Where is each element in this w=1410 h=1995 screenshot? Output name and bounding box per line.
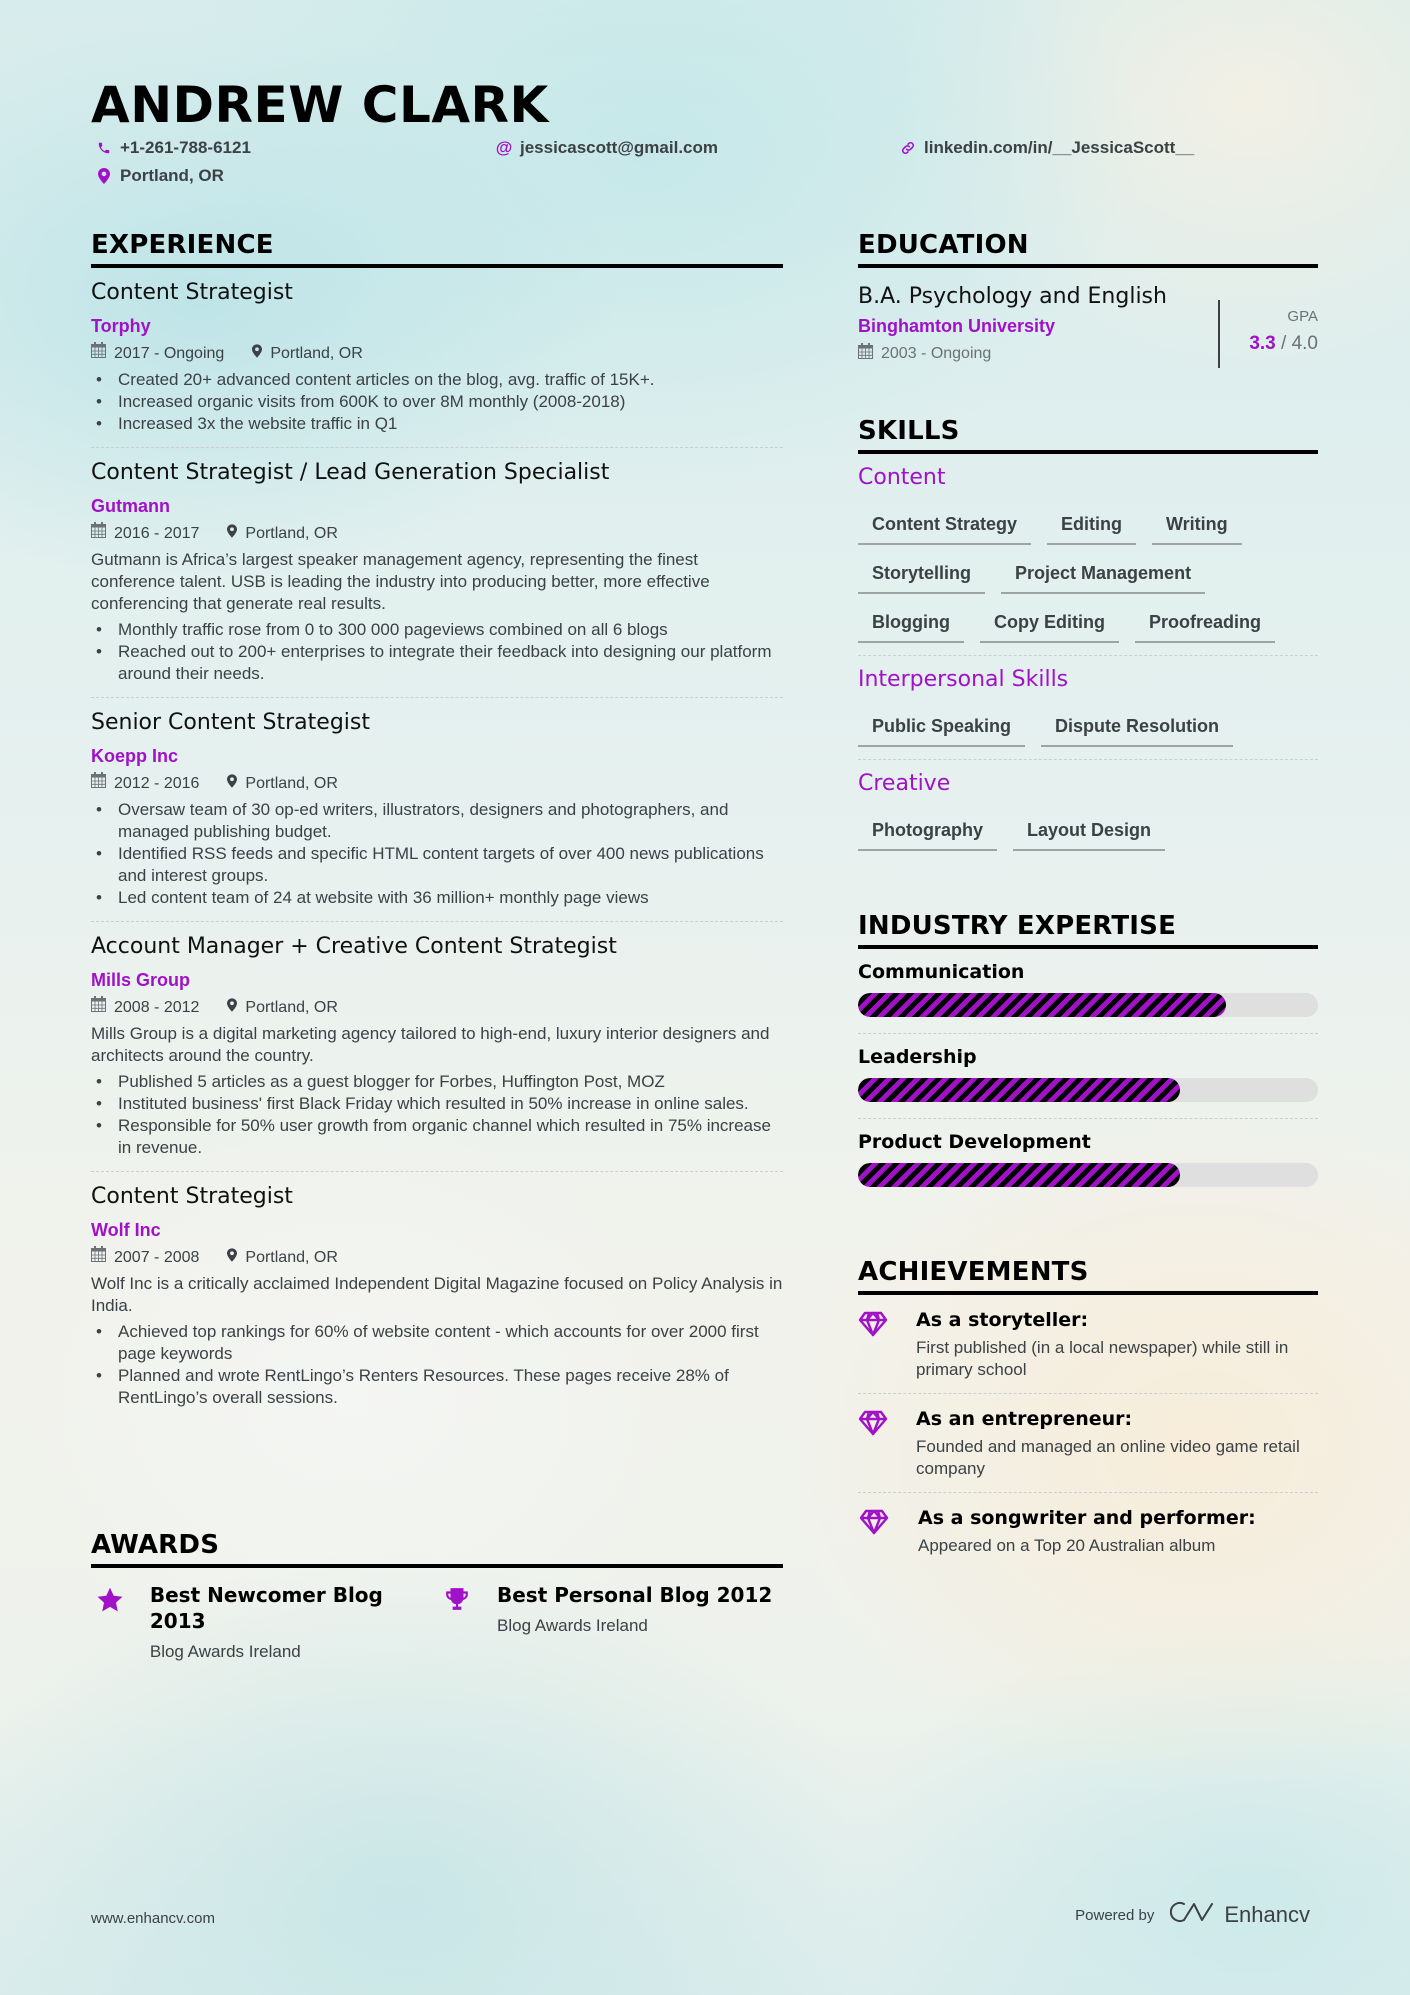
job-location: Portland, OR	[270, 344, 363, 362]
award-title: Best Personal Blog 2012	[497, 1583, 773, 1607]
calendar-icon	[858, 343, 873, 364]
section-title-awards: AWARDS	[91, 1530, 783, 1568]
skill-tag: Storytelling	[858, 559, 985, 594]
brand-name: Enhancv	[1224, 1902, 1310, 1927]
expertise-item	[858, 949, 1318, 1034]
skill-tag: Editing	[1047, 510, 1136, 545]
company-name: Mills Group	[91, 970, 190, 990]
skill-tag: Photography	[858, 816, 997, 851]
experience-entry	[91, 922, 783, 1172]
company-name: Gutmann	[91, 496, 170, 516]
bullet-item: • Oversaw team of 30 op-ed writers, illustrators, designers and photographers, and managed publishing budget.	[91, 799, 783, 843]
award-item	[91, 1582, 437, 1662]
job-meta	[91, 996, 783, 1019]
candidate-name: ANDREW CLARK	[91, 76, 549, 134]
job-title: Content Strategist / Lead Generation Specialist	[91, 460, 610, 485]
experience-entry	[91, 698, 783, 922]
achievement-item	[858, 1394, 1318, 1493]
job-location: Portland, OR	[245, 774, 338, 792]
linkedin-text: linkedin.com/in/__JessicaScott__	[924, 138, 1195, 157]
job-dates: 2012 - 2016	[114, 774, 200, 792]
job-meta	[91, 772, 783, 795]
section-title-achievements: ACHIEVEMENTS	[858, 1257, 1318, 1295]
skill-tag: Proofreading	[1135, 608, 1275, 643]
achievement-description: Founded and managed an online video game retail company	[916, 1437, 1300, 1478]
job-meta	[91, 342, 783, 365]
map-pin-icon	[227, 1247, 237, 1269]
job-title: Account Manager + Creative Content Strategist	[91, 934, 617, 959]
section-title-expertise: INDUSTRY EXPERTISE	[858, 911, 1318, 949]
skill-tag: Copy Editing	[980, 608, 1119, 643]
achievement-title: As a songwriter and performer:	[918, 1507, 1256, 1529]
job-location: Portland, OR	[245, 524, 338, 542]
award-item	[437, 1582, 783, 1662]
contact-phone[interactable]	[96, 138, 251, 158]
achievement-title: As an entrepreneur:	[916, 1408, 1133, 1430]
job-meta	[91, 522, 783, 545]
bullet-item: • Responsible for 50% user growth from organic channel which resulted in 75% increase in revenue.	[91, 1115, 783, 1159]
expertise-bar-track	[858, 1078, 1318, 1102]
diamond-icon	[858, 1507, 890, 1557]
job-location: Portland, OR	[245, 1248, 338, 1266]
award-subtitle: Blog Awards Ireland	[497, 1616, 648, 1635]
map-pin-icon	[252, 343, 262, 365]
skills-section	[858, 416, 1318, 863]
email-text: jessicascott@gmail.com	[520, 138, 718, 157]
map-pin-icon	[227, 523, 237, 545]
degree: B.A. Psychology and English	[858, 284, 1167, 309]
experience-entry	[91, 268, 783, 448]
enhancv-logo[interactable]	[1170, 1900, 1310, 1930]
expertise-bar-fill	[858, 1163, 1180, 1187]
job-bullets	[91, 1321, 783, 1409]
job-description: Wolf Inc is a critically acclaimed Independent Digital Magazine focused on Policy Analysis in India.	[91, 1274, 783, 1315]
bullet-item: • Planned and wrote RentLingo’s Renters Resources. These pages receive 28% of RentLingo’s overall sessions.	[91, 1365, 783, 1409]
achievement-description: Appeared on a Top 20 Australian album	[918, 1536, 1216, 1555]
expertise-bar-track	[858, 1163, 1318, 1187]
skill-tag: Layout Design	[1013, 816, 1165, 851]
bullet-item: • Created 20+ advanced content articles on the blog, avg. traffic of 15K+.	[91, 369, 783, 391]
map-pin-icon	[227, 997, 237, 1019]
job-title: Content Strategist	[91, 280, 293, 305]
education-dates	[858, 343, 1218, 364]
job-meta	[91, 1246, 783, 1269]
skill-category: Creative	[858, 771, 951, 796]
at-sign-icon: @	[495, 138, 513, 157]
award-subtitle: Blog Awards Ireland	[149, 1642, 301, 1661]
calendar-icon	[91, 996, 106, 1019]
bullet-item: • Instituted business' first Black Friday which resulted in 50% increase in online sales.	[91, 1093, 783, 1115]
job-title: Senior Content Strategist	[91, 710, 370, 735]
job-title: Content Strategist	[91, 1184, 293, 1209]
bullet-item: • Achieved top rankings for 60% of website content - which accounts for over 2000 first page keywords	[91, 1321, 783, 1365]
experience-section	[91, 230, 783, 1421]
expertise-bar-track	[858, 993, 1318, 1017]
gpa-max: / 4.0	[1281, 333, 1318, 354]
contact-location	[96, 166, 224, 186]
skill-category: Content	[858, 465, 946, 490]
gpa-value	[1234, 333, 1318, 355]
job-bullets	[91, 1071, 783, 1159]
footer-branding	[1075, 1900, 1310, 1930]
education-section	[858, 230, 1318, 388]
job-dates: 2017 - Ongoing	[114, 344, 225, 362]
calendar-icon	[91, 522, 106, 545]
map-pin-icon	[96, 168, 112, 184]
diamond-icon	[858, 1408, 888, 1480]
gpa-label: GPA	[1287, 308, 1318, 325]
bullet-item: • Monthly traffic rose from 0 to 300 000 pageviews combined on all 6 blogs	[91, 619, 783, 641]
section-title-skills: SKILLS	[858, 416, 1318, 454]
school-name: Binghamton University	[858, 316, 1056, 336]
education-dates-text: 2003 - Ongoing	[881, 344, 992, 362]
expertise-bar-fill	[858, 1078, 1180, 1102]
calendar-icon	[91, 772, 106, 795]
phone-icon	[96, 140, 112, 156]
contact-email[interactable]	[496, 138, 718, 158]
phone-text: +1-261-788-6121	[120, 138, 251, 157]
skill-tag: Dispute Resolution	[1041, 712, 1233, 747]
bullet-item: • Identified RSS feeds and specific HTML content targets of over 400 news publications and interest groups.	[91, 843, 783, 887]
achievements-section	[858, 1257, 1318, 1569]
diamond-icon	[858, 1309, 888, 1381]
bullet-item: • Led content team of 24 at website with 36 million+ monthly page views	[91, 887, 783, 909]
education-entry	[858, 282, 1318, 388]
footer-website-link[interactable]: www.enhancv.com	[91, 1910, 215, 1927]
achievement-title: As a storyteller:	[916, 1309, 1089, 1331]
skill-tag: Public Speaking	[858, 712, 1025, 747]
skill-group	[858, 454, 1318, 656]
job-bullets	[91, 369, 783, 435]
star-icon	[91, 1582, 130, 1662]
expertise-item	[858, 1034, 1318, 1119]
enhancv-logo-icon	[1170, 1900, 1216, 1930]
award-title: Best Newcomer Blog 2013	[149, 1583, 383, 1633]
bullet-item: • Reached out to 200+ enterprises to integrate their feedback into designing our platform around their needs.	[91, 641, 783, 685]
awards-section	[91, 1530, 783, 1662]
gpa-score: 3.3	[1249, 333, 1276, 354]
right-column	[858, 230, 1318, 1569]
company-name: Torphy	[91, 316, 151, 336]
expertise-label: Product Development	[858, 1131, 1091, 1153]
powered-by-label: Powered by	[1075, 1906, 1155, 1924]
bullet-item: • Increased organic visits from 600K to over 8M monthly (2008-2018)	[91, 391, 783, 413]
company-name: Koepp Inc	[91, 746, 179, 766]
trophy-icon	[437, 1582, 477, 1662]
experience-entry	[91, 448, 783, 698]
skill-tag: Blogging	[858, 608, 964, 643]
section-title-experience: EXPERIENCE	[91, 230, 783, 268]
contact-linkedin[interactable]	[900, 138, 1194, 158]
link-icon	[900, 140, 916, 156]
job-dates: 2007 - 2008	[114, 1248, 200, 1266]
skill-category: Interpersonal Skills	[858, 667, 1069, 692]
map-pin-icon	[227, 773, 237, 795]
skill-group	[858, 656, 1318, 760]
job-dates: 2016 - 2017	[114, 524, 200, 542]
job-location: Portland, OR	[245, 998, 338, 1016]
skill-tag: Writing	[1152, 510, 1242, 545]
calendar-icon	[91, 1246, 106, 1269]
expertise-bar-fill	[858, 993, 1226, 1017]
achievement-item	[858, 1295, 1318, 1394]
skill-tag: Project Management	[1001, 559, 1205, 594]
job-description: Mills Group is a digital marketing agency tailored to high-end, luxury interior designers and architects around the country.	[91, 1024, 770, 1065]
location-text: Portland, OR	[120, 166, 224, 185]
experience-entry	[91, 1172, 783, 1421]
achievement-item	[858, 1493, 1318, 1569]
expertise-label: Leadership	[858, 1046, 977, 1068]
expertise-label: Communication	[858, 961, 1025, 983]
section-title-education: EDUCATION	[858, 230, 1318, 268]
company-name: Wolf Inc	[91, 1220, 161, 1240]
bullet-item: • Increased 3x the website traffic in Q1	[91, 413, 783, 435]
skill-group	[858, 760, 1318, 863]
calendar-icon	[91, 342, 106, 365]
expertise-section	[858, 911, 1318, 1203]
skill-tag: Content Strategy	[858, 510, 1031, 545]
job-description: Gutmann is Africa’s largest speaker management agency, representing the finest conference talent. USB is leading the industry into producing better, more effective conferencing that generate real results.	[91, 550, 710, 613]
expertise-item	[858, 1119, 1318, 1203]
gpa-block	[1218, 300, 1318, 368]
job-bullets	[91, 799, 783, 909]
job-bullets	[91, 619, 783, 685]
bullet-item: • Published 5 articles as a guest blogger for Forbes, Huffington Post, MOZ	[91, 1071, 783, 1093]
job-dates: 2008 - 2012	[114, 998, 200, 1016]
achievement-description: First published (in a local newspaper) while still in primary school	[916, 1338, 1289, 1379]
